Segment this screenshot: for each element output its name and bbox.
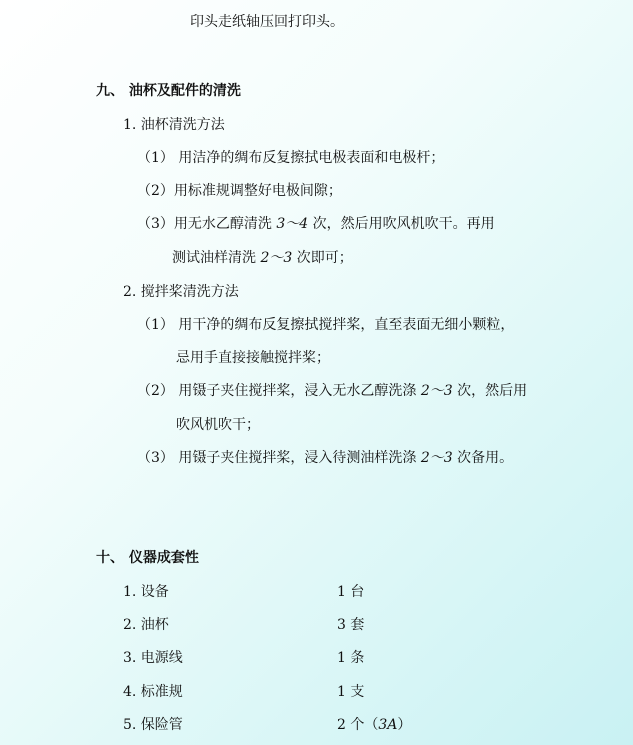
fuse-qty-prefix: 2 个（ (337, 717, 379, 733)
paddle-step-2 (137, 382, 527, 400)
kit-item-name: 1. 设备 (123, 584, 169, 600)
paddle-step-2-prefix: （2） 用镊子夹住搅拌桨，浸入无水乙醇洗涤 (137, 383, 421, 399)
cup-step-3-cont-range: 2～3 (260, 250, 293, 266)
kit-item-name: 5. 保险管 (123, 717, 183, 733)
paddle-step-2-range: 2～3 (420, 383, 453, 399)
paddle-step-3-prefix: （3） 用镊子夹住搅拌桨，浸入待测油样洗涤 (137, 450, 421, 466)
cup-step-3-cont-suffix: 次即可； (292, 250, 353, 266)
fuse-rating: 3A (378, 717, 398, 733)
subsection-paddle-cleaning-title: 2. 搅拌桨清洗方法 (123, 284, 239, 300)
fuse-qty-suffix: ） (397, 717, 412, 733)
cup-step-3-suffix: 次，然后用吹风机吹干。再用 (308, 216, 495, 232)
cup-step-3 (137, 215, 495, 233)
paddle-step-2-continued: 吹风机吹干； (176, 417, 260, 433)
cup-step-3-range: 3～4 (276, 216, 309, 232)
paddle-step-3 (137, 449, 513, 467)
cup-step-1: （1） 用洁净的绸布反复擦拭电极表面和电极杆； (137, 150, 445, 166)
paddle-step-1: （1） 用干净的绸布反复擦拭搅拌桨，直至表面无细小颗粒， (137, 317, 515, 333)
section-9-heading: 九、 油杯及配件的清洗 (96, 83, 241, 99)
continued-text: 印头走纸轴压回打印头。 (190, 14, 344, 30)
cup-step-3-cont-prefix: 测试油样清洗 (172, 250, 261, 266)
paddle-step-3-range: 2～3 (420, 450, 453, 466)
kit-item-qty (337, 716, 411, 734)
kit-item-qty: 1 条 (337, 650, 365, 666)
cup-step-3-continued (172, 249, 353, 267)
cup-step-3-prefix: （3）用无水乙醇清洗 (137, 216, 277, 232)
kit-item-qty: 1 支 (337, 684, 365, 700)
kit-item-name: 2. 油杯 (123, 617, 169, 633)
kit-item-qty: 3 套 (337, 617, 365, 633)
kit-item-name: 3. 电源线 (123, 650, 183, 666)
paddle-step-3-suffix: 次备用。 (452, 450, 514, 466)
paddle-step-2-suffix: 次，然后用 (452, 383, 528, 399)
kit-item-qty: 1 台 (337, 584, 365, 600)
subsection-cup-cleaning-title: 1. 油杯清洗方法 (123, 117, 225, 133)
section-10-heading: 十、 仪器成套性 (96, 550, 199, 566)
cup-step-2: （2）用标准规调整好电极间隙； (137, 183, 342, 199)
kit-item-name: 4. 标准规 (123, 684, 183, 700)
paddle-step-1-continued: 忌用手直接接触搅拌桨； (176, 350, 330, 366)
